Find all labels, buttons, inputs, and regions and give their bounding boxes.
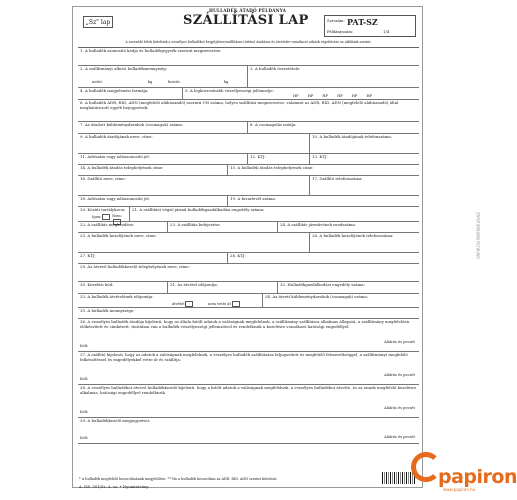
- declaration-sender[interactable]: [78, 319, 419, 351]
- field-waste-code[interactable]: [78, 48, 419, 65]
- form-row: [78, 122, 419, 134]
- form-row: [78, 294, 419, 308]
- field-label: 39. A hulladékkezelő megjegyzései:: [80, 418, 151, 423]
- declaration-carrier[interactable]: [78, 352, 419, 384]
- form-row: [78, 233, 419, 253]
- field-label: 11. Adószám vagy adóazonosító jel:: [80, 154, 150, 159]
- serial-label: Sorszám:: [327, 18, 345, 23]
- field-vehicle-permit[interactable]: [130, 207, 419, 221]
- field-waybill[interactable]: [228, 196, 419, 206]
- date-label: Kelt:: [80, 377, 89, 382]
- field-label: 14. A hulladék átadás telephelyének címe:: [80, 165, 164, 170]
- field-form[interactable]: [78, 88, 183, 99]
- serial-code: PAT-SZ: [347, 17, 378, 27]
- field-label: 12. KTJ:: [250, 154, 266, 159]
- form-row: [78, 196, 419, 207]
- field-label: 27. KTJ:: [80, 253, 96, 258]
- field-carrier-name[interactable]: [78, 176, 310, 195]
- field-receiver-site[interactable]: [78, 264, 419, 281]
- field-label: 7. Az átadott küldeménydarabok (csomagok) száma:: [80, 122, 184, 127]
- gross-unit: kg: [224, 80, 229, 84]
- field-label: 20. Közúti tartálykocsi:: [80, 207, 126, 212]
- net-unit: kg: [148, 80, 153, 84]
- field-label: 18. Adószám vagy adóazonosító jel:: [80, 196, 150, 201]
- footnote: * A hulladék megfelelő besorolásának megjelölése. ** Ha a hulladék besorolása az ADR, RID, ADN szerint kötelező.: [79, 477, 278, 481]
- date-label: Kelt:: [80, 344, 89, 349]
- field-label: 4. A hulladék megjelenési formája:: [80, 88, 149, 93]
- field-sender-tax[interactable]: [78, 154, 248, 164]
- field-label: 17. Szállító telefonszáma:: [312, 176, 363, 181]
- field-label: 15. A hulladék átadás telephelyének címe:: [230, 165, 314, 170]
- field-permit-number[interactable]: [278, 282, 419, 293]
- field-packages[interactable]: [78, 122, 248, 133]
- form-grid: [78, 47, 419, 444]
- field-sender-name[interactable]: [78, 134, 310, 153]
- field-received-packages[interactable]: [263, 294, 419, 307]
- declaration-text: 37. A szállító kijelenti, hogy az adatok a valóságnak megfelelnek, a veszélyes hulladék szállítására feljogosított és megfelelő felszereltséggel, a szállítmányt megfelelő felkészítéssel és engedélyekkel vette át és szállítja.: [80, 352, 408, 362]
- form-row: [78, 176, 419, 196]
- form-row: [78, 352, 419, 385]
- field-receipt-time[interactable]: [168, 282, 278, 293]
- field-label: 3. A hulladék összetétele:: [250, 66, 301, 71]
- field-ktj-1[interactable]: [248, 154, 310, 164]
- form-row: [78, 165, 419, 176]
- field-transport-end[interactable]: [168, 222, 278, 232]
- form-row: [78, 385, 419, 418]
- field-label: 29. Az átvevő hulladékkezelő telephelyének neve, címe:: [80, 264, 190, 269]
- field-handler-name[interactable]: [78, 233, 310, 252]
- field-label: 8. A csomagolás módja:: [250, 122, 297, 127]
- form-row: [78, 48, 419, 66]
- field-transport-start[interactable]: [78, 222, 168, 232]
- form-row: [78, 308, 419, 319]
- accepted-label: átvétel: [172, 302, 185, 306]
- field-label: 25. A hulladék kezelőjének neve, címe:: [80, 233, 157, 238]
- date-label: Kelt:: [80, 436, 89, 441]
- field-label: 16. Szállító neve, címe:: [80, 176, 126, 181]
- field-label: 23. A szállítás befejezése:: [170, 222, 221, 227]
- field-label: 19. A fuvarlevél száma:: [230, 196, 277, 201]
- field-label: 34. Az átvett küldeménydarabok (csomagok) száma:: [265, 294, 368, 299]
- field-label: 28. KTJ:: [230, 253, 246, 258]
- field-label: 30. Kezelési kód:: [80, 282, 114, 287]
- form-row: [78, 264, 419, 282]
- field-carrier-tax[interactable]: [78, 196, 228, 206]
- field-tanker: [78, 207, 130, 221]
- field-packaging[interactable]: [248, 122, 419, 133]
- field-site-address[interactable]: [78, 165, 228, 175]
- field-treatment-code[interactable]: [78, 282, 168, 293]
- field-label: 31. Az átvétel időpontja:: [170, 282, 219, 287]
- form-row: [78, 100, 419, 122]
- form-row: [78, 66, 419, 88]
- field-label: 35. A hulladék mennyisége:: [80, 308, 135, 313]
- accepted-checkbox[interactable]: [185, 301, 193, 307]
- copy-count: 1/4: [383, 29, 390, 34]
- field-label: 13. KTJ:: [312, 154, 328, 159]
- date-label: Kelt:: [80, 410, 89, 415]
- yes-label: Igen:: [92, 215, 102, 219]
- field-label: 9. A hulladék átadójának neve, címe:: [80, 134, 153, 139]
- field-label: 32. Hulladékgazdálkodási engedély száma:: [280, 282, 365, 287]
- field-adr[interactable]: [78, 100, 419, 121]
- net-label: nettó:: [92, 80, 103, 84]
- brand-name: papiron: [438, 466, 517, 488]
- rejected-checkbox[interactable]: [232, 301, 240, 307]
- field-composition[interactable]: [248, 66, 419, 87]
- signature-label: Aláírás és pecsét: [384, 435, 415, 440]
- field-label: 24. A szállítás járművének rendszáma:: [280, 222, 357, 227]
- declaration-handler[interactable]: [78, 385, 419, 417]
- field-label: 26. A hulladék kezelőjének telefonszáma:: [312, 233, 394, 238]
- field-site-address-2[interactable]: [228, 165, 419, 175]
- form-row: [78, 418, 419, 444]
- gross-label: bruttó:: [168, 80, 181, 84]
- no-label: Nem:: [112, 214, 122, 218]
- copy-owner-line: HULLADÉK ÁTADÓ PÉLDÁNYA: [208, 8, 287, 13]
- yes-checkbox[interactable]: [102, 214, 110, 220]
- field-label: 2. A szállítmányt alkotó hulladékmennyiség:: [80, 66, 168, 71]
- brand-logo-icon: [411, 452, 441, 482]
- form-row: [78, 253, 419, 264]
- declaration-text: 36. A veszélyes hulladék átadója kijelenti, hogy az általa kitölt adatok a valóságnak megfelelnek, a szállítmány szállításra alkalmas állapotú, a szállítmány megfelelően előkészített és címkézett, tisztában van a hulladék veszélyességi jellemzőivel és rendelkezik a kezelésre vonatkozó hatósági engedéllyel.: [80, 319, 410, 329]
- field-receipt-date[interactable]: [78, 294, 263, 307]
- copy-label: „Sz" lap: [83, 16, 113, 28]
- brand-watermark: [405, 446, 517, 500]
- form-note: A szerződő felek kötelezik a veszélyes hulladékot begyűjtésre/szállításra történő átadásra és átvételre vonatkozó adatok rögzítésére az alábbiak szerint.: [125, 40, 372, 44]
- field-handler-phone[interactable]: [310, 233, 419, 252]
- copy-count-label: Példányszám:: [327, 29, 354, 34]
- field-ktj-2[interactable]: [310, 154, 419, 164]
- field-label: 33. A hulladék átvételének időpontja:: [80, 294, 154, 299]
- form-title: SZÁLLÍTÁSI LAP: [183, 13, 309, 28]
- vertical-watermark: PAPIRON PAPÍRÁRUHÁZ: [476, 212, 481, 259]
- field-label: 6. A hulladék ADR, RID, ADN (megfelelő aláhúzandó) szerinti UN száma, helyes szállítási megnevezése, valamint az ADR, RID, ADN (megfelelő aláhúzandó) által meghatározott egyéb bejegyzések:: [80, 100, 399, 110]
- field-label: 1. A hulladék azonosító kódja és hulladékjegyzék szerinti megnevezése:: [80, 48, 222, 53]
- signature-label: Aláírás és pecsét: [384, 373, 415, 378]
- brand-url: www.papiron.hu: [443, 487, 476, 492]
- rejected-label: nem vette át: [208, 302, 231, 306]
- field-hazard[interactable]: [183, 88, 419, 99]
- field-label: 21. A szállítást végző jármű hulladékgazdálkodási engedély száma:: [132, 207, 265, 212]
- form-row: [78, 222, 419, 233]
- declaration-text: 38. A veszélyes hulladékot átvevő hulladékkezelő kijelenti, hogy a kitölt adatok a valóságnak megfelelnek, a veszélyes hulladékot átvette, és az ennek megfelelő kezelésre alkalmas, hatósági engedéllyel rendelkezik.: [80, 385, 417, 395]
- signature-label: Aláírás és pecsét: [384, 406, 415, 411]
- form-row: [78, 207, 419, 222]
- form-code: A. DE. 501/Sz. A. sz. • Nyomtatvány: [79, 484, 149, 489]
- hp-codes: HP HP HP HP HP HP: [293, 94, 373, 98]
- transport-form: [72, 6, 423, 488]
- form-row: [78, 88, 419, 100]
- handler-remarks[interactable]: [78, 418, 419, 443]
- field-waste-amount[interactable]: [78, 308, 419, 318]
- field-quantity[interactable]: [78, 66, 248, 87]
- field-ktj-3[interactable]: [78, 253, 228, 263]
- form-row: [78, 134, 419, 154]
- form-row: [78, 282, 419, 294]
- field-plate-number[interactable]: [278, 222, 419, 232]
- field-label: 5. A legkorrosívabb veszélyességi jellemzője:: [185, 88, 274, 93]
- field-label: 10. A hulladék átadójának telefonszáma:: [312, 134, 393, 139]
- field-sender-phone[interactable]: [310, 134, 419, 153]
- field-carrier-phone[interactable]: [310, 176, 419, 195]
- serial-box: [324, 15, 416, 37]
- form-row: [78, 154, 419, 165]
- signature-label: Aláírás és pecsét: [384, 340, 415, 345]
- field-label: 22. A szállítás megkezdése:: [80, 222, 135, 227]
- field-ktj-4[interactable]: [228, 253, 419, 263]
- form-row: [78, 319, 419, 352]
